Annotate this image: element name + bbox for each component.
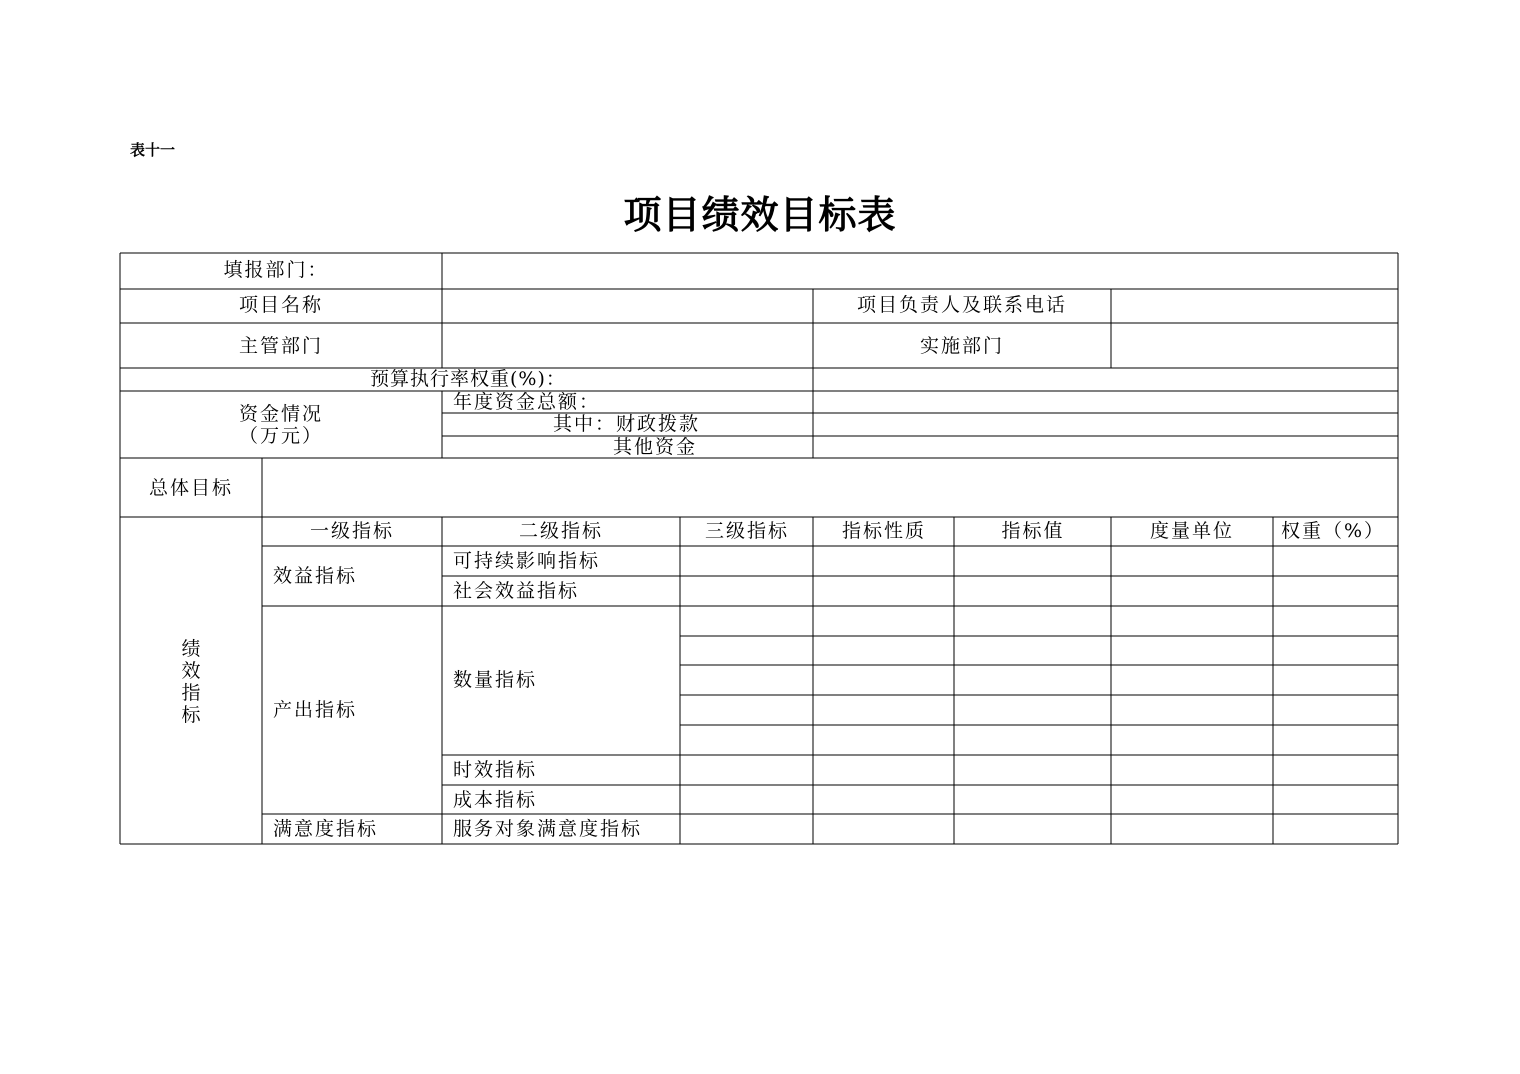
service-satisfaction-metric-label: 服务对象满意度指标 bbox=[453, 818, 643, 840]
dept-label: 填报部门： bbox=[223, 259, 329, 281]
supervisor-dept-field[interactable] bbox=[443, 324, 812, 367]
other-funds-field[interactable] bbox=[814, 437, 1397, 457]
header-unit: 度量单位 bbox=[1149, 520, 1235, 542]
social-benefit-metric-label: 社会效益指标 bbox=[453, 580, 580, 602]
leader-contact-field[interactable] bbox=[1112, 290, 1397, 322]
overall-goal-label: 总体目标 bbox=[148, 477, 234, 499]
header-nature: 指标性质 bbox=[841, 520, 927, 542]
metric-entry-area[interactable] bbox=[681, 547, 1397, 843]
header-level1: 一级指标 bbox=[309, 520, 395, 542]
quantity-metric-label: 数量指标 bbox=[453, 669, 538, 691]
page-title: 项目绩效目标表 bbox=[623, 192, 897, 237]
header-weight: 权重（%） bbox=[1280, 520, 1386, 542]
budget-weight-label: 预算执行率权重(%)： bbox=[370, 368, 566, 390]
impl-dept-label: 实施部门 bbox=[919, 335, 1005, 357]
fund-unit-label: （万元） bbox=[238, 425, 324, 447]
header-value: 指标值 bbox=[1001, 520, 1065, 542]
leader-contact-label: 项目负责人及联系电话 bbox=[856, 294, 1068, 316]
output-metric-label: 产出指标 bbox=[273, 699, 358, 721]
fiscal-label: 其中：财政拨款 bbox=[553, 413, 701, 435]
supervisor-dept-label: 主管部门 bbox=[238, 335, 324, 357]
fund-label: 资金情况 bbox=[238, 403, 324, 425]
budget-weight-field[interactable] bbox=[814, 369, 1397, 390]
annual-total-label: 年度资金总额： bbox=[453, 391, 601, 413]
satisfaction-metric-label: 满意度指标 bbox=[273, 818, 379, 840]
cost-metric-label: 成本指标 bbox=[453, 789, 538, 811]
annual-total-field[interactable] bbox=[814, 392, 1397, 412]
table-number: 表十一 bbox=[130, 141, 176, 159]
impl-dept-field[interactable] bbox=[1112, 324, 1397, 367]
project-name-label: 项目名称 bbox=[238, 294, 324, 316]
header-level3: 三级指标 bbox=[704, 520, 790, 542]
performance-metrics-label: 绩 效 指 标 bbox=[181, 638, 201, 726]
overall-goal-field[interactable] bbox=[263, 459, 1397, 516]
project-name-field[interactable] bbox=[443, 290, 812, 322]
fiscal-field[interactable] bbox=[814, 414, 1397, 435]
other-funds-label: 其他资金 bbox=[613, 436, 698, 458]
sustainability-metric-label: 可持续影响指标 bbox=[453, 550, 601, 572]
benefit-metric-label: 效益指标 bbox=[273, 565, 358, 587]
dept-field[interactable] bbox=[443, 254, 1397, 288]
header-level2: 二级指标 bbox=[518, 520, 604, 542]
timeliness-metric-label: 时效指标 bbox=[453, 759, 538, 781]
